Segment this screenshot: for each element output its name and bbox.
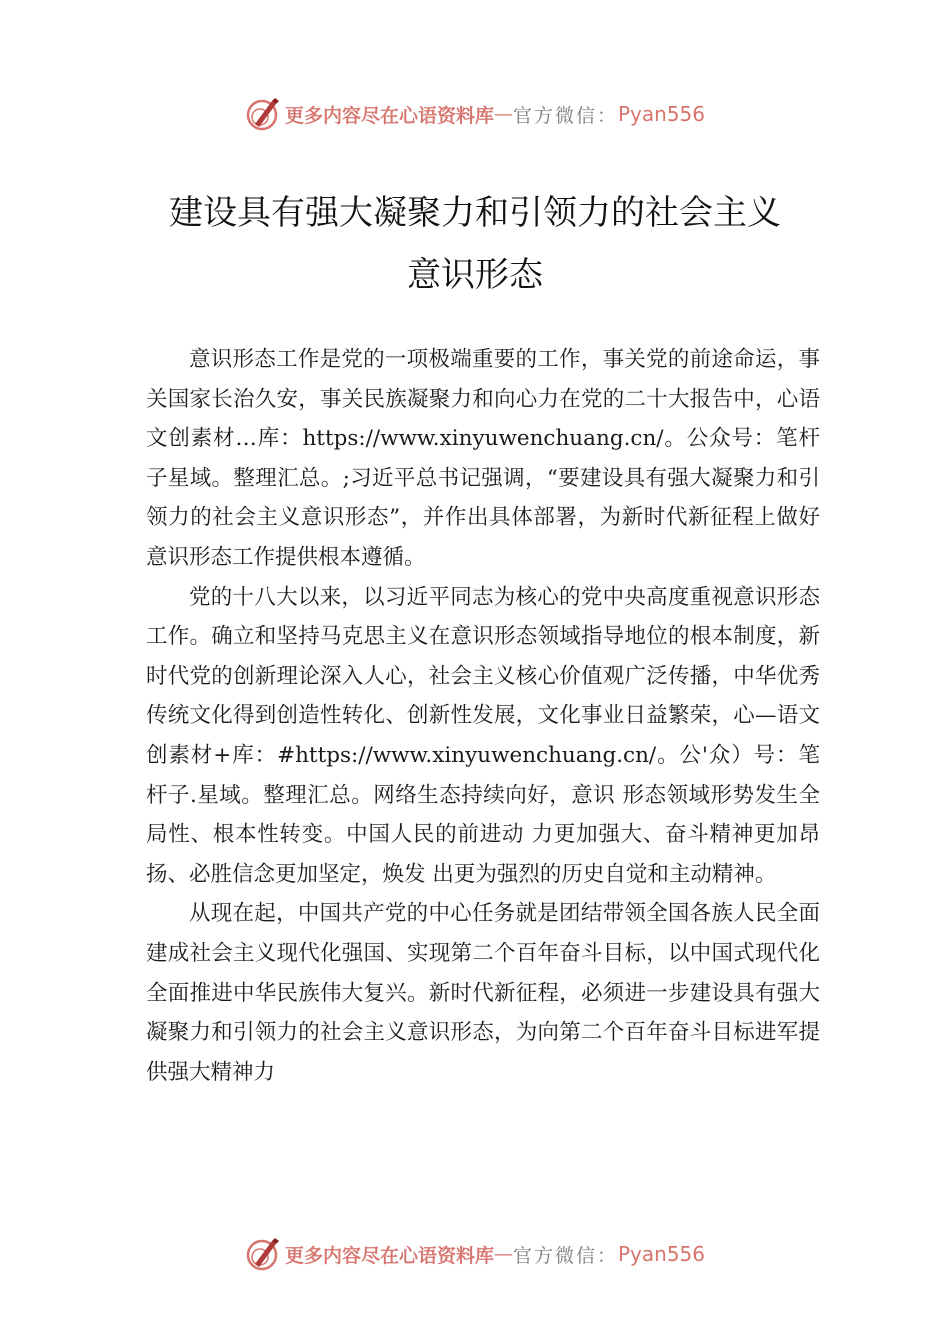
banner-separator: —	[493, 1243, 513, 1265]
paragraph-2: 党的十八大以来，以习近平同志为核心的党中央高度重视意识形态工作。确立和坚持马克思主义在意识形态领域指导地位的根本制度，新时代党的创新理论深入人心，社会主义核心价值观广泛传播，中华优秀传统文化得到创造性转化、创新性发展，文化事业日益繁荣，心—语文创素材+库：#https://www.xinyuwenchuang.cn/。公'众）号：笔杆子.星域。整理汇总。网络生态持续向好，意识 形态领域形势发生全局性、根本性转变。中国人民的前进动 力更加强大、奋斗精神更加昂扬、必胜信念更加坚定，焕发 出更为强烈的历史自觉和主动精神。	[146, 584, 820, 887]
title-line-1: 建设具有强大凝聚力和引领力的社会主义	[169, 193, 781, 233]
banner-label: 官方微信：	[512, 104, 618, 127]
banner-separator: —	[493, 103, 513, 125]
banner-main-text: 更多内容尽在心语资料库	[284, 104, 494, 127]
pen-logo-icon	[245, 96, 281, 132]
banner-label: 官方微信：	[512, 1244, 618, 1267]
document-title	[100, 182, 850, 306]
header-banner	[0, 94, 950, 134]
footer-banner	[0, 1234, 950, 1274]
paragraph-3: 从现在起，中国共产党的中心任务就是团结带领全国各族人民全面建成社会主义现代化强国、实现第二个百年奋斗目标，以中国式现代化全面推进中华民族伟大复兴。新时代新征程，必须进一步建设具有强大凝聚力和引领力的社会主义意识形态，为向第二个百年奋斗目标进军提供强大精神力	[146, 901, 820, 1085]
pen-logo-icon	[245, 1236, 281, 1272]
banner-wechat-id: Pyan556	[618, 1242, 706, 1266]
banner-wechat-id: Pyan556	[618, 102, 706, 126]
title-line-2: 意识形态	[407, 255, 543, 295]
banner-main-text: 更多内容尽在心语资料库	[284, 1244, 494, 1267]
document-body	[146, 340, 820, 1092]
paragraph-1: 意识形态工作是党的一项极端重要的工作，事关党的前途命运，事关国家长治久安，事关民族凝聚力和向心力在党的二十大报告中，心语文创素材…库：https://www.xinyuwenchuang.cn/。公众号：笔杆子星域。整理汇总。;习近平总书记强调，“要建设具有强大凝聚力和引领力的社会主义意识形态”，并作出具体部署，为新时代新征程上做好意识形态工作提供根本遵循。	[146, 347, 820, 570]
